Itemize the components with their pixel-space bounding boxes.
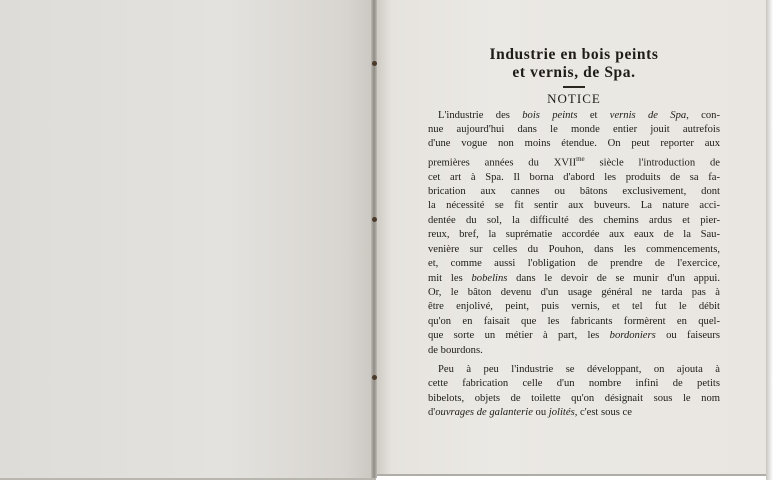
- text-line: bibelots, objets de toilette qu'on désignait sous le nom: [428, 392, 720, 404]
- text-line: mit les bobelins dans le devoir de se munir d'un appui.: [428, 272, 720, 284]
- notice-text-block: [428, 46, 720, 421]
- section-heading: NOTICE: [547, 90, 601, 106]
- title-line-2: et vernis, de Spa.: [512, 64, 636, 81]
- text-line: être enjolivé, peint, puis vernis, et tel fut le débit: [428, 301, 720, 313]
- stitch-hole: [372, 61, 377, 66]
- text-line: venière sur celles du Pouhon, dans les commencements,: [428, 243, 720, 255]
- text-line: nue aujourd'hui dans le monde entier jouit autrefois: [428, 123, 720, 135]
- text-line: Peu à peu l'industrie se développant, on ajouta à: [438, 363, 720, 375]
- paragraph-1: [428, 109, 720, 358]
- title-line-1: Industrie en bois peints: [489, 46, 659, 63]
- text-line: qu'on en faisait que les fabricants formèrent en quel-: [428, 315, 720, 327]
- text-line: que sorte un métier à part, les bordoniers ou faiseurs: [428, 330, 721, 342]
- text-line: dentée du sol, la difficulté des chemins ardus et pier-: [428, 214, 720, 226]
- title-rule: [563, 86, 585, 88]
- text-line: d'une vogue non moins étendue. On peut reporter aux: [428, 138, 720, 150]
- paragraph-2: [428, 363, 720, 421]
- text-line: premières années du $XVII^{me}$ siècle l'introduction de: [428, 154, 720, 169]
- text-line: cette fabrication celle d'un nombre infini de petits: [428, 378, 720, 390]
- stitch-hole: [372, 217, 377, 222]
- page-edge: [766, 0, 773, 480]
- text-line: de bourdons.: [428, 344, 483, 356]
- text-line: Or, le bâton devenu d'un usage général ne tarda pas à: [428, 286, 720, 298]
- text-line: cet art à Spa. Il borna d'abord les produits de sa fa-: [428, 171, 720, 183]
- stitch-hole: [372, 375, 377, 380]
- left-page-blank: [0, 0, 376, 480]
- text-line: la nécessité se fit sentir aux buveurs. La nature acci-: [428, 200, 720, 212]
- text-line: brication aux cannes ou bâtons exclusivement, dont: [428, 186, 720, 198]
- book-spine: [371, 0, 377, 478]
- text-line: et, comme aussi l'obligation de prendre de l'exercice,: [428, 258, 720, 270]
- text-line: d'ouvrages de galanterie ou jolités, c'est sous ce: [428, 407, 632, 419]
- text-line: L'industrie des bois peints et vernis de Spa, con-: [438, 109, 720, 121]
- page-title: [428, 46, 720, 82]
- text-line: reux, bref, la suprématie accordée aux eaux de la Sau-: [428, 229, 720, 241]
